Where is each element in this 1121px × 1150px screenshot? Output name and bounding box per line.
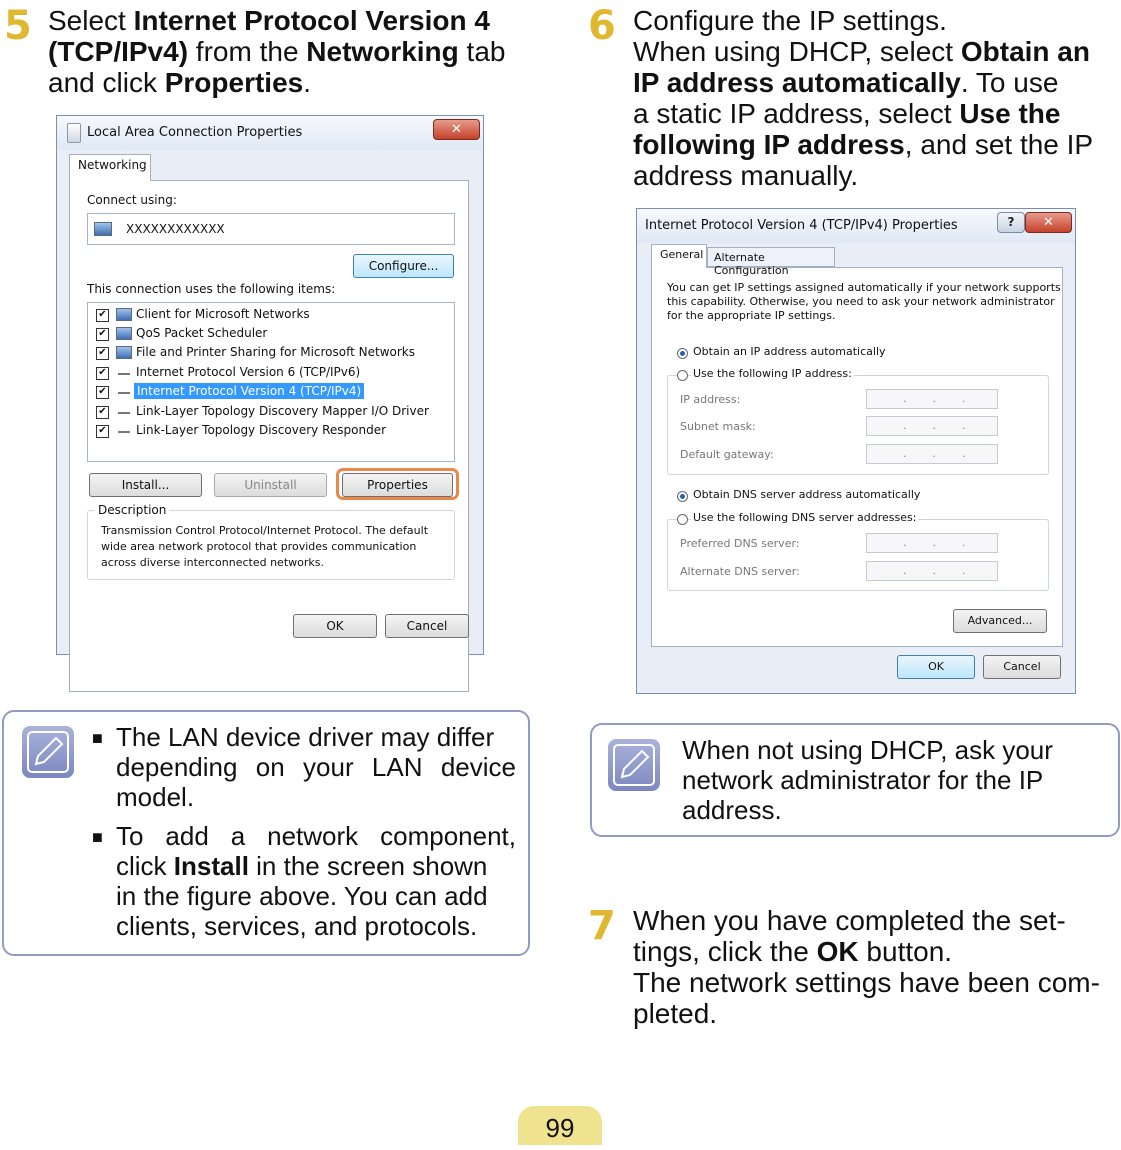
ip-address-field[interactable]: ...	[866, 389, 998, 409]
checkbox-file-sharing[interactable]: ✔	[96, 347, 109, 360]
protocol-icon	[118, 392, 130, 394]
protocol-icon	[118, 431, 130, 433]
obtain-ip-label[interactable]: Obtain an IP address automatically	[693, 345, 886, 358]
preferred-dns-field[interactable]: ...	[866, 533, 998, 553]
help-button[interactable]: ?	[997, 212, 1025, 233]
tab-alternate-configuration[interactable]: Alternate Configuration	[707, 247, 835, 267]
configure-button[interactable]: Configure...	[353, 254, 454, 278]
network-adapter-icon	[94, 222, 112, 236]
obtain-dns-label[interactable]: Obtain DNS server address automatically	[693, 488, 921, 501]
ok-button[interactable]: OK	[293, 614, 377, 638]
step-number-5: 5	[4, 3, 32, 49]
checkbox-ipv4[interactable]: ✔	[96, 386, 109, 399]
adapter-name: XXXXXXXXXXXX	[126, 222, 225, 236]
use-dns-label[interactable]: Use the following DNS server addresses:	[693, 511, 917, 524]
local-area-connection-properties-dialog	[56, 115, 484, 655]
note-text: When not using DHCP, ask your network administrator for the IP address.	[682, 735, 1053, 825]
components-list	[87, 302, 455, 462]
note-pencil-icon	[608, 739, 660, 791]
ipv4-properties-dialog	[636, 208, 1076, 694]
default-gateway-field[interactable]: ...	[866, 444, 998, 464]
list-item[interactable]: Link-Layer Topology Discovery Responder	[136, 423, 387, 437]
dialog-title: Internet Protocol Version 4 (TCP/IPv4) Properties	[645, 218, 958, 233]
note-box-left	[2, 710, 530, 956]
note-box-right	[590, 723, 1120, 837]
alternate-dns-field[interactable]: ...	[866, 561, 998, 581]
advanced-button[interactable]: Advanced...	[953, 609, 1047, 633]
step-number-7: 7	[588, 903, 616, 949]
list-item-selected[interactable]: Internet Protocol Version 4 (TCP/IPv4)	[134, 383, 364, 399]
alternate-dns-label: Alternate DNS server:	[680, 565, 800, 578]
cancel-button[interactable]: Cancel	[983, 655, 1061, 679]
note-bullet-1: The LAN device driver may differ depending on your LAN device model.	[116, 722, 516, 812]
list-item[interactable]: File and Printer Sharing for Microsoft Networks	[136, 345, 415, 359]
default-gateway-label: Default gateway:	[680, 448, 774, 461]
checkbox-qos[interactable]: ✔	[96, 328, 109, 341]
page-number: 99	[518, 1106, 602, 1145]
service-icon	[116, 346, 132, 359]
tab-general[interactable]: General	[651, 244, 707, 268]
step-7-instruction: When you have completed the set- tings, click the OK button. The network settings have been com- pleted.	[633, 905, 1100, 1029]
checkbox-lltd-mapper[interactable]: ✔	[96, 406, 109, 419]
step-number-6: 6	[588, 3, 616, 49]
step-6-instruction: Configure the IP settings. When using DHCP, select Obtain an IP address automatically. To use a static IP address, select Use the following IP address, and set the IP address manually.	[633, 5, 1094, 191]
description-label: Description	[95, 503, 169, 517]
obtain-dns-radio[interactable]	[677, 491, 688, 502]
ip-address-label: IP address:	[680, 393, 741, 406]
use-ip-radio[interactable]	[677, 370, 688, 381]
close-button[interactable]: ✕	[1025, 212, 1072, 233]
connect-using-label: Connect using:	[87, 193, 177, 207]
uninstall-button[interactable]: Uninstall	[214, 473, 327, 497]
dialog-title-bar	[637, 209, 1075, 243]
dialog-title: Local Area Connection Properties	[87, 125, 303, 140]
preferred-dns-label: Preferred DNS server:	[680, 537, 800, 550]
install-button[interactable]: Install...	[89, 473, 202, 497]
note-pencil-icon	[22, 726, 74, 778]
subnet-mask-label: Subnet mask:	[680, 420, 756, 433]
intro-line: this capability. Otherwise, you need to ask your network administrator	[667, 295, 1055, 308]
use-dns-radio[interactable]	[677, 514, 688, 525]
cancel-button[interactable]: Cancel	[385, 614, 469, 638]
ok-button[interactable]: OK	[897, 655, 975, 679]
list-item[interactable]: QoS Packet Scheduler	[136, 326, 268, 340]
intro-line: You can get IP settings assigned automatically if your network supports	[667, 281, 1061, 294]
dialog-title-bar	[57, 116, 483, 150]
checkbox-lltd-responder[interactable]: ✔	[96, 425, 109, 438]
list-item[interactable]: Client for Microsoft Networks	[136, 307, 310, 321]
description-line: across diverse interconnected networks.	[101, 556, 324, 569]
list-item[interactable]: Internet Protocol Version 6 (TCP/IPv6)	[136, 365, 361, 379]
bullet: ■	[92, 827, 103, 847]
protocol-icon	[118, 412, 130, 414]
adapter-field	[87, 213, 455, 245]
list-item[interactable]: Link-Layer Topology Discovery Mapper I/O Driver	[136, 404, 429, 418]
description-line: wide area network protocol that provides communication	[101, 540, 417, 553]
description-line: Transmission Control Protocol/Internet Protocol. The default	[101, 524, 429, 537]
checkbox-ipv6[interactable]: ✔	[96, 367, 109, 380]
note-bullet-2: To add a network component, click Install in the screen shown in the figure above. You can add clients, services, and protocols.	[116, 821, 516, 941]
tab-networking[interactable]: Networking	[69, 154, 151, 181]
service-icon	[116, 327, 132, 340]
client-icon	[116, 308, 132, 321]
items-label: This connection uses the following items:	[87, 282, 336, 296]
protocol-icon	[118, 373, 130, 375]
bullet: ■	[92, 728, 103, 748]
close-button[interactable]: ✕	[433, 119, 480, 140]
step-5-instruction: Select Internet Protocol Version 4 (TCP/IPv4) from the Networking tab and click Properties.	[48, 5, 506, 98]
obtain-ip-radio[interactable]	[677, 348, 688, 359]
intro-line: for the appropriate IP settings.	[667, 309, 836, 322]
network-connection-icon	[67, 123, 81, 143]
properties-button[interactable]: Properties	[342, 473, 453, 497]
use-ip-label[interactable]: Use the following IP address:	[693, 367, 852, 380]
subnet-mask-field[interactable]: ...	[866, 416, 998, 436]
checkbox-client[interactable]: ✔	[96, 309, 109, 322]
